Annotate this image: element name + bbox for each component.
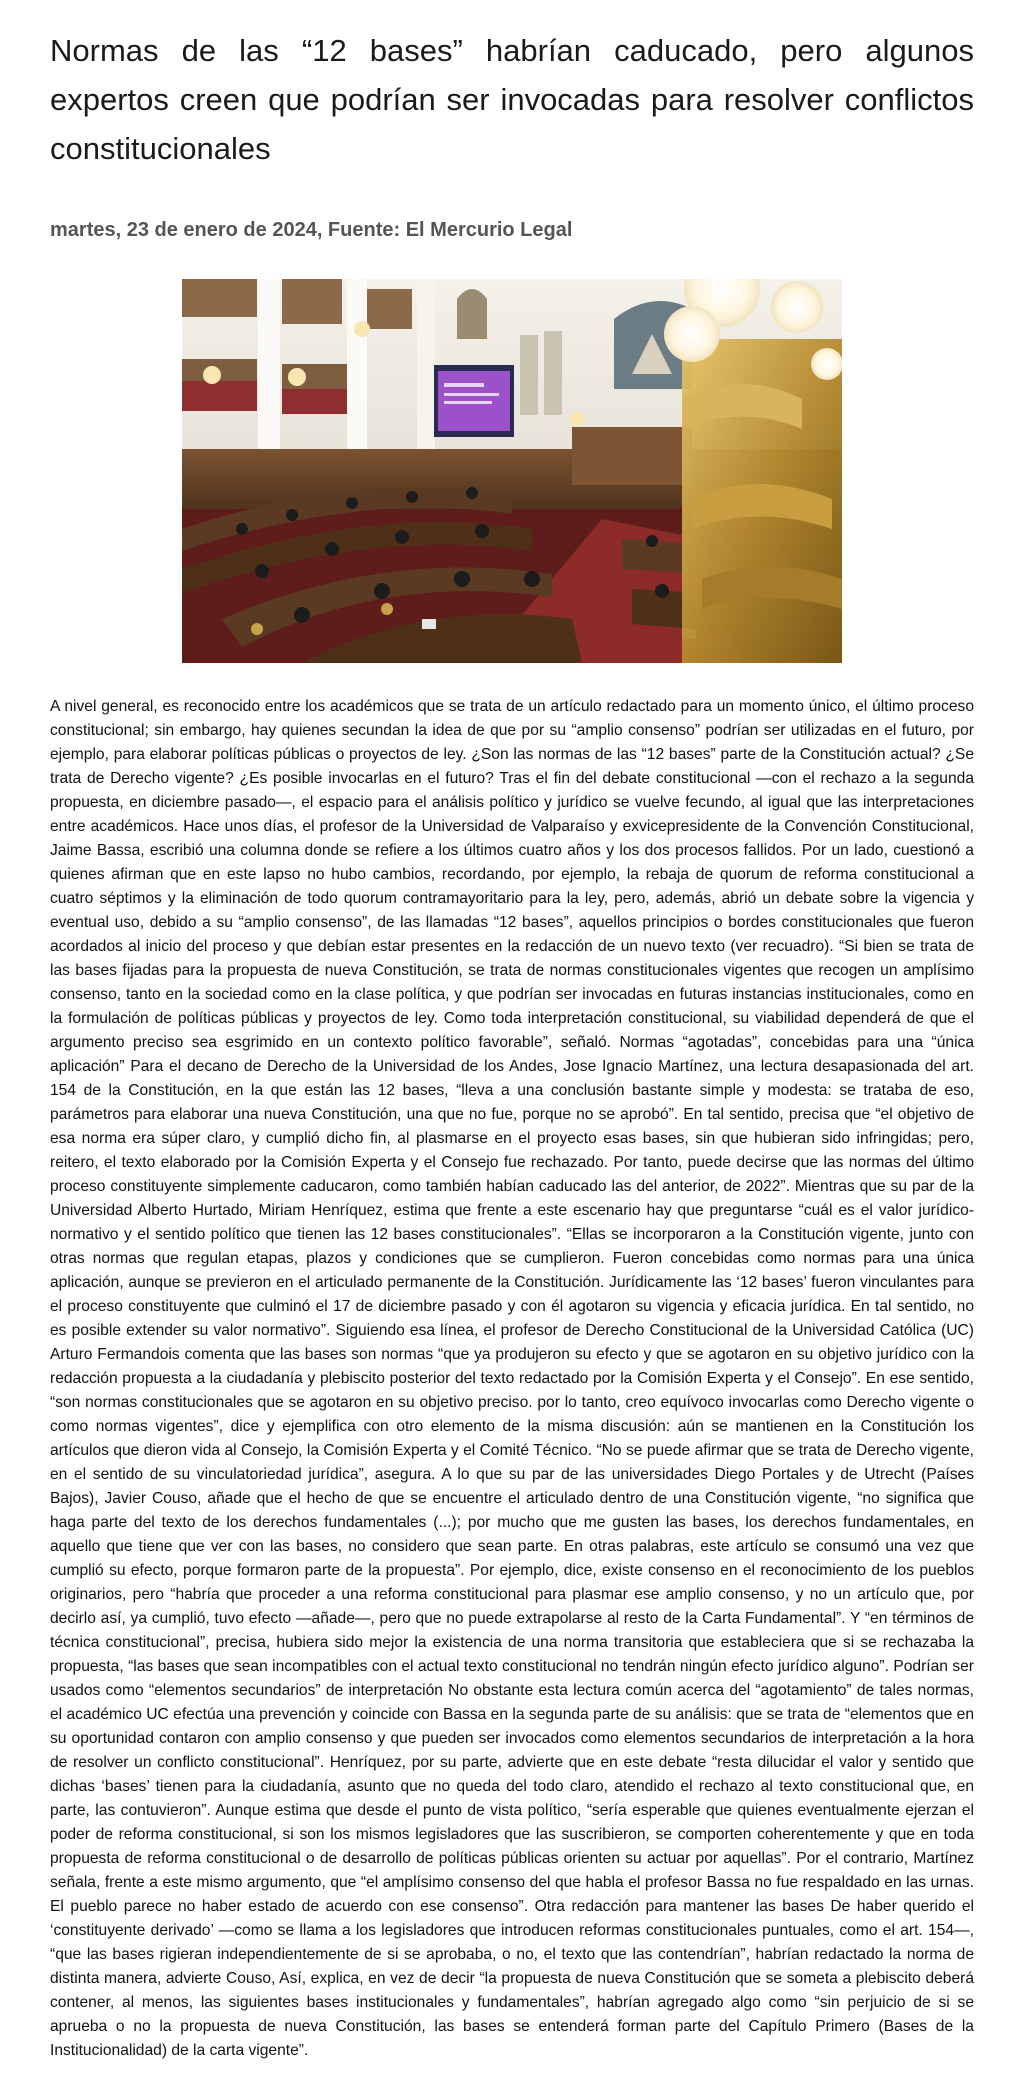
article-body: A nivel general, es reconocido entre los académicos que se trata de un artículo redactado para un momento único, el último proceso constitucional; sin embargo, hay quienes secundan la idea de que por su “amplio consenso” podrían ser utilizadas en el futuro, por ejemplo, para elaborar políticas públicas o proyectos de ley. ¿Son las normas de las “12 bases” parte de la Constitución actual? ¿Se trata de Derecho vigente? ¿Es posible invocarlas en el futuro? Tras el fin del debate constitucional —con el rechazo a la segunda propuesta, en diciembre pasado—, el espacio para el análisis político y jurídico se vuelve fecundo, al igual que las interpretaciones entre académicos. Hace unos días, el profesor de la Universidad de Valparaíso y exvicepresidente de la Convención Constitucional, Jaime Bassa, escribió una columna donde se refiere a los últimos cuatro años y los dos procesos fallidos. Por un lado, cuestionó a quienes afirman que en este lapso no hubo cambios, recordando, por ejemplo, la rebaja de quorum de reforma constitucional a cuatro séptimos y la eliminación de todo quorum contramayoritario para la ley, pero, además, abrió un debate sobre la vigencia y eventual uso, debido a su “amplio consenso”, de las llamadas “12 bases”, aquellos principios o bordes constitucionales que fueron acordados al inicio del proceso y que debían estar presentes en la redacción de un nuevo texto (ver recuadro). “Si bien se trata de las bases fijadas para la propuesta de nueva Constitución, se trata de normas constitucionales vigentes que recogen un amplísimo consenso, tanto en la sociedad como en la clase política, y que podrían ser invocadas en futuras instancias institucionales, como en la formulación de políticas públicas y proyectos de ley. Como toda interpretación constitucional, su viabilidad dependerá de que el argumento preciso sea esgrimido en un contexto político favorable”, señaló. Normas “agotadas”, concebidas para una “única aplicación” Para el decano de Derecho de la Universidad de los Andes, Jose Ignacio Martínez, una lectura desapasionada del art. 154 de la Constitución, en la que están las 12 bases, “lleva a una conclusión bastante simple y modesta: se trataba de eso, parámetros para elaborar una nueva Constitución, una que no fue, porque no se aprobó”. En tal sentido, precisa que “el objetivo de esa norma era súper claro, y cumplió dicho fin, al plasmarse en el proyecto esas bases, sin que hubieran sido infringidas; pero, reitero, el texto elaborado por la Comisión Experta y el Consejo fue rechazado. Por tanto, puede decirse que las normas del último proceso constituyente simplemente caducaron, como también habían caducado las del anterior, de 2022”. Mientras que su par de la Universidad Alberto Hurtado, Miriam Henríquez, estima que frente a este escenario hay que preguntarse “cuál es el valor jurídico-normativo y el sentido político que tienen las 12 bases constitucionales”. “Ellas se incorporaron a la Constitución vigente, junto con otras normas que regulan etapas, plazos y condiciones que se cumplieron. Fueron concebidas como normas para una única aplicación, aunque se previeron en el articulado permanente de la Constitución. Jurídicamente las ‘12 bases’ fueron vinculantes para el proceso constituyente que culminó el 17 de diciembre pasado y con él agotaron su vigencia y eficacia jurídica. En tal sentido, no es posible extender su valor normativo”. Siguiendo esa línea, el profesor de Derecho Constitucional de la Universidad Católica (UC) Arturo Fermandois comenta que las bases son normas “que ya produjeron su efecto y que se agotaron en su objetivo jurídico con la redacción propuesta a la ciudadanía y plebiscito posterior del texto redactado por la Comisión Experta y el Consejo”. En ese sentido, “son normas constitucionales que se agotaron en su objetivo preciso. por lo tanto, creo equívoco invocarlas como Derecho vigente o como normas vigentes”, dice y ejemplifica con otro elemento de la misma discusión: aún se mantienen en la Constitución los artículos que dieron vida al Consejo, la Comisión Experta y el Comité Técnico. “No se puede afirmar que se trata de Derecho vigente, en el sentido de su vinculatoriedad jurídica”, asegura. A lo que su par de las universidades Diego Portales y de Utrecht (Países Bajos), Javier Couso, añade que el hecho de que se encuentre el articulado dentro de una Constitución vigente, “no significa que haga parte del texto de los derechos fundamentales (...); por mucho que me gusten las bases, los derechos fundamentales, en aquello que tiene que ver con las bases, no considero que sean parte. En otras palabras, este artículo se consumó una vez que cumplió su efecto, porque formaron parte de la propuesta”. Por ejemplo, dice, existe consenso en el reconocimiento de los pueblos originarios, pero “habría que proceder a una reforma constitucional para plasmar ese amplio consenso, y no un artículo que, por decirlo así, ya cumplió, tuvo efecto —añade—, pero que no puede extrapolarse al resto de la Carta Fundamental”. Y “en términos de técnica constitucional”, precisa, hubiera sido mejor la existencia de una norma transitoria que estableciera que si se rechazaba la propuesta, “las bases que sean incompatibles con el actual texto constitucional no tendrán ningún efecto jurídico alguno”. Podrían ser usados como “elementos secundarios” de interpretación No obstante esta lectura común acerca del “agotamiento” de tales normas, el académico UC efectúa una prevención y coincide con Bassa en la segunda parte de su análisis: que se trata de “elementos que en su oportunidad contaron con amplio consenso y que pueden ser invocados como elementos secundarios de interpretación a la hora de resolver un conflicto constitucional”. Henríquez, por su parte, advierte que en este debate “resta dilucidar el valor y sentido que dichas ‘bases’ tienen para la ciudadanía, asunto que no queda del todo claro, atendido el rechazo al texto constitucional que, en parte, las contuvieron”. Aunque estima que desde el punto de vista político, “sería esperable que quienes eventualmente ejerzan el poder de reforma constitucional, si son los mismos legisladores que las suscribieron, se comporten coherentemente y que en toda propuesta de reforma constitucional o de desarrollo de políticas públicas orienten su actuar por aquellas”. Por el contrario, Martínez señala, frente a este mismo argumento, que “el amplísimo consenso del que habla el profesor Bassa no fue respaldado en las urnas. El pueblo parece no haber estado de acuerdo con ese consenso”. Otra redacción para mantener las bases De haber querido el ‘constituyente derivado’ —como se llama a los legisladores que introducen reformas constitucionales puntuales, como el art. 154—, “que las bases rigieran independientemente de si se aprobaba, o no, el texto que las contendrían”, habrían redactado la norma de distinta manera, advierte Couso, Así, explica, en vez de decir “la propuesta de nueva Constitución que se someta a plebiscito deberá contener, al menos, las siguientes bases institucionales y fundamentales”, habrían agregado algo como “sin perjuicio de si se aprueba o no la propuesta de nueva Constitución, las bases se entenderá forman parte del Capítulo Primero (Bases de la Institucionalidad) de la carta vigente”. <box>50 698 974 2059</box>
article-title: Normas de las “12 bases” habrían caducado, pero algunos expertos creen que podrían ser invocadas para resolver conflictos constitucionales <box>50 33 974 166</box>
article-dateline: martes, 23 de enero de 2024, Fuente: El Mercurio Legal <box>50 219 573 241</box>
chamber-photo <box>182 279 842 663</box>
chamber-photo-illustration <box>182 279 842 663</box>
